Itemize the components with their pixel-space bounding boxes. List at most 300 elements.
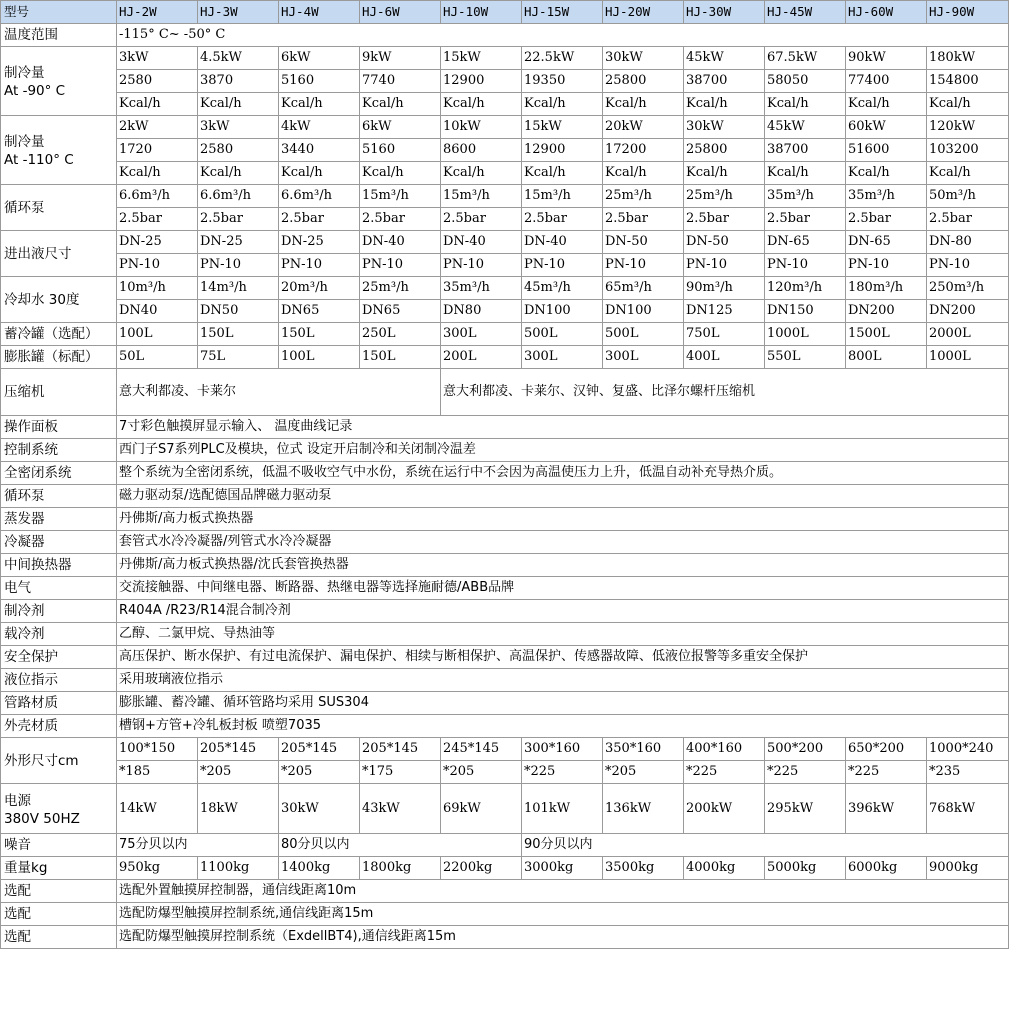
table-cell: 150L [360,346,441,369]
table-cell: 50m³/h [927,185,1009,208]
row-label: 控制系统 [1,439,117,462]
table-cell: 205*145 [279,738,360,761]
table-cell: 1400kg [279,857,360,880]
table-cell: 30kW [684,116,765,139]
table-cell: DN200 [846,300,927,323]
table-cell: 550L [765,346,846,369]
table-cell: 90m³/h [684,277,765,300]
spec-row [1,416,1009,439]
table-cell: *225 [846,761,927,784]
table-cell: 300L [441,323,522,346]
table-cell: Kcal/h [522,162,603,185]
power-label-title: 电源 [4,792,31,809]
table-cell: DN-50 [684,231,765,254]
table-cell: 2000L [927,323,1009,346]
table-cell: 25m³/h [360,277,441,300]
table-cell: 58050 [765,70,846,93]
spec-value: 丹佛斯/高力板式换热器/沈氏套管换热器 [117,554,1009,577]
spec-value: R404A /R23/R14混合制冷剂 [117,600,1009,623]
table-cell: 120m³/h [765,277,846,300]
table-cell: Kcal/h [927,93,1009,116]
table-cell: 10m³/h [117,277,198,300]
table-cell: 396kW [846,784,927,834]
table-cell: 800L [846,346,927,369]
table-cell: 950kg [117,857,198,880]
table-cell: *205 [603,761,684,784]
spec-row [1,623,1009,646]
table-cell: 4000kg [684,857,765,880]
option-row [1,926,1009,949]
table-cell: 7740 [360,70,441,93]
table-cell: 45kW [765,116,846,139]
table-cell: *175 [360,761,441,784]
table-cell: 2.5bar [846,208,927,231]
table-cell: 150L [198,323,279,346]
cool110-label [1,116,117,185]
option-value: 选配防爆型触摸屏控制系统（ExdellBT4),通信线距离15m [117,926,1009,949]
table-cell: DN150 [765,300,846,323]
table-cell: 18kW [198,784,279,834]
header-row [1,1,1009,24]
table-cell: Kcal/h [279,162,360,185]
table-cell: 6.6m³/h [198,185,279,208]
cool90-kcal-row [1,70,1009,93]
model-name: HJ-30W [684,1,765,24]
table-cell: 20m³/h [279,277,360,300]
table-cell: 103200 [927,139,1009,162]
noise-group: 75分贝以内 [117,834,279,857]
table-cell: 180m³/h [846,277,927,300]
model-name: HJ-20W [603,1,684,24]
table-cell: 25m³/h [684,185,765,208]
table-cell: 350*160 [603,738,684,761]
compressor-large: 意大利都凌、卡莱尔、汉钟、复盛、比泽尔螺杆压缩机 [441,369,1009,416]
row-label: 载冷剂 [1,623,117,646]
table-cell: 500L [522,323,603,346]
table-cell: 30kW [603,47,684,70]
spec-row [1,715,1009,738]
table-cell: 3000kg [522,857,603,880]
table-cell: 45m³/h [522,277,603,300]
table-cell: PN-10 [765,254,846,277]
table-cell: 5000kg [765,857,846,880]
model-name: HJ-2W [117,1,198,24]
option-row [1,903,1009,926]
row-label: 选配 [1,903,117,926]
cool90-kw-row [1,47,1009,70]
table-cell: PN-10 [198,254,279,277]
table-cell: 6kW [360,116,441,139]
table-cell: 205*145 [198,738,279,761]
table-cell: 12900 [522,139,603,162]
row-label: 蓄冷罐（选配） [1,323,117,346]
noise-group: 90分贝以内 [522,834,1009,857]
table-cell: Kcal/h [603,93,684,116]
table-cell: 3870 [198,70,279,93]
table-cell: DN-80 [927,231,1009,254]
table-cell: 2.5bar [603,208,684,231]
table-cell: Kcal/h [846,162,927,185]
table-cell: 20kW [603,116,684,139]
table-cell: 75L [198,346,279,369]
model-name: HJ-6W [360,1,441,24]
table-cell: DN-50 [603,231,684,254]
spec-value: 整个系统为全密闭系统，低温不吸收空气中水份，系统在运行中不会因为高温使压力上升，低温自动补充导热介质。 [117,462,1009,485]
table-cell: Kcal/h [360,93,441,116]
table-cell: 3500kg [603,857,684,880]
table-cell: 17200 [603,139,684,162]
table-cell: 6.6m³/h [279,185,360,208]
table-cell: 650*200 [846,738,927,761]
table-cell: 400L [684,346,765,369]
spec-value: 磁力驱动泵/选配德国品牌磁力驱动泵 [117,485,1009,508]
table-cell: PN-10 [117,254,198,277]
table-cell: Kcal/h [117,93,198,116]
cool110-kcal-row [1,139,1009,162]
table-cell: DN-40 [522,231,603,254]
table-cell: 205*145 [360,738,441,761]
table-cell: 2.5bar [198,208,279,231]
table-cell: 2.5bar [279,208,360,231]
table-cell: 2.5bar [927,208,1009,231]
table-cell: 51600 [846,139,927,162]
temp-range-value: -115° C~ -50° C [117,24,1009,47]
port-dn-row [1,231,1009,254]
table-cell: 100L [279,346,360,369]
cool90-label [1,47,117,116]
table-cell: 3kW [117,47,198,70]
row-label: 压缩机 [1,369,117,416]
table-cell: 43kW [360,784,441,834]
table-cell: 6.6m³/h [117,185,198,208]
table-cell: *235 [927,761,1009,784]
row-label: 全密闭系统 [1,462,117,485]
table-cell: 65m³/h [603,277,684,300]
cool90-label-title: 制冷量 [4,65,45,81]
row-label: 选配 [1,926,117,949]
cool110-label-temp: At -110° C [4,152,74,168]
water-dn-row [1,300,1009,323]
spec-value: 7寸彩色触摸屏显示输入、 温度曲线记录 [117,416,1009,439]
table-cell: 1500L [846,323,927,346]
table-cell: 120kW [927,116,1009,139]
table-cell: DN125 [684,300,765,323]
spec-value: 采用玻璃液位指示 [117,669,1009,692]
dimensions-row-1 [1,738,1009,761]
cool90-label-temp: At -90° C [4,83,66,99]
spec-row [1,646,1009,669]
row-label: 温度范围 [1,24,117,47]
spec-row [1,439,1009,462]
table-cell: 2kW [117,116,198,139]
table-cell: DN-65 [765,231,846,254]
table-cell: 69kW [441,784,522,834]
table-cell: Kcal/h [198,93,279,116]
table-cell: 3440 [279,139,360,162]
table-cell: 30kW [279,784,360,834]
table-cell: 14kW [117,784,198,834]
table-cell: 1000L [765,323,846,346]
row-label: 噪音 [1,834,117,857]
table-cell: 15kW [441,47,522,70]
table-cell: 9kW [360,47,441,70]
table-cell: 2.5bar [765,208,846,231]
table-cell: DN-40 [441,231,522,254]
table-cell: DN-65 [846,231,927,254]
table-cell: 500*200 [765,738,846,761]
model-name: HJ-10W [441,1,522,24]
table-cell: 154800 [927,70,1009,93]
table-cell: 10kW [441,116,522,139]
option-row [1,880,1009,903]
power-label-voltage: 380V 50HZ [4,810,80,827]
row-label: 蒸发器 [1,508,117,531]
spec-value: 丹佛斯/高力板式换热器 [117,508,1009,531]
table-cell: 15m³/h [441,185,522,208]
table-cell: 136kW [603,784,684,834]
table-cell: 100L [117,323,198,346]
cool110-kw-row [1,116,1009,139]
table-cell: 45kW [684,47,765,70]
table-cell: 19350 [522,70,603,93]
row-label: 膨胀罐（标配） [1,346,117,369]
table-cell: 250L [360,323,441,346]
table-cell: DN50 [198,300,279,323]
table-cell: 300*160 [522,738,603,761]
table-cell: 4.5kW [198,47,279,70]
compressor-small: 意大利都凌、卡莱尔 [117,369,441,416]
row-label: 制冷剂 [1,600,117,623]
table-cell: Kcal/h [441,93,522,116]
table-cell: 25m³/h [603,185,684,208]
table-cell: Kcal/h [684,93,765,116]
table-cell: 90kW [846,47,927,70]
spec-value: 套管式水冷冷凝器/列管式水冷冷凝器 [117,531,1009,554]
table-cell: 200L [441,346,522,369]
table-cell: 25800 [684,139,765,162]
table-cell: *205 [441,761,522,784]
row-label: 外壳材质 [1,715,117,738]
model-name: HJ-90W [927,1,1009,24]
table-cell: 1800kg [360,857,441,880]
model-name: HJ-60W [846,1,927,24]
cool90-unit-row [1,93,1009,116]
table-cell: Kcal/h [198,162,279,185]
table-cell: PN-10 [360,254,441,277]
model-name: HJ-15W [522,1,603,24]
table-cell: 6kW [279,47,360,70]
table-cell: PN-10 [684,254,765,277]
table-cell: 12900 [441,70,522,93]
noise-group: 80分贝以内 [279,834,522,857]
table-cell: Kcal/h [684,162,765,185]
row-label: 操作面板 [1,416,117,439]
table-cell: 1720 [117,139,198,162]
spec-row [1,600,1009,623]
spec-value: 膨胀罐、蓄冷罐、循环管路均采用 SUS304 [117,692,1009,715]
table-cell: *225 [765,761,846,784]
row-label: 选配 [1,880,117,903]
spec-row [1,485,1009,508]
table-cell: 15m³/h [522,185,603,208]
spec-value: 交流接触器、中间继电器、断路器、热继电器等选择施耐德/ABB品牌 [117,577,1009,600]
cool110-label-title: 制冷量 [4,134,45,150]
power-row [1,784,1009,834]
table-cell: PN-10 [522,254,603,277]
spec-row [1,669,1009,692]
spec-row [1,554,1009,577]
pump-label: 循环泵 [1,185,117,231]
table-cell: DN-25 [198,231,279,254]
table-cell: 300L [522,346,603,369]
table-cell: DN-25 [117,231,198,254]
table-cell: 2.5bar [684,208,765,231]
table-cell: *205 [198,761,279,784]
table-cell: *225 [522,761,603,784]
table-cell: 295kW [765,784,846,834]
table-cell: 768kW [927,784,1009,834]
table-cell: 60kW [846,116,927,139]
table-cell: 38700 [765,139,846,162]
table-cell: DN40 [117,300,198,323]
table-cell: 6000kg [846,857,927,880]
table-cell: Kcal/h [360,162,441,185]
noise-row [1,834,1009,857]
table-cell: Kcal/h [603,162,684,185]
port-label: 进出液尺寸 [1,231,117,277]
table-cell: 22.5kW [522,47,603,70]
table-cell: PN-10 [603,254,684,277]
row-label: 重量kg [1,857,117,880]
row-label: 管路材质 [1,692,117,715]
dimensions-row-2 [1,761,1009,784]
spec-value: 乙醇、二氯甲烷、导热油等 [117,623,1009,646]
cool110-unit-row [1,162,1009,185]
compressor-row [1,369,1009,416]
table-cell: DN-40 [360,231,441,254]
table-cell: 1100kg [198,857,279,880]
spec-value: 西门子S7系列PLC及模块，位式 设定开启制冷和关闭制冷温差 [117,439,1009,462]
table-cell: 8600 [441,139,522,162]
pump-flow-row [1,185,1009,208]
spec-row [1,462,1009,485]
table-cell: 67.5kW [765,47,846,70]
table-cell: 245*145 [441,738,522,761]
table-cell: 25800 [603,70,684,93]
table-cell: 150L [279,323,360,346]
storage-tank-row [1,323,1009,346]
table-cell: 15m³/h [360,185,441,208]
table-cell: 1000L [927,346,1009,369]
table-cell: 2580 [198,139,279,162]
table-cell: Kcal/h [765,162,846,185]
table-cell: 50L [117,346,198,369]
table-cell: PN-10 [927,254,1009,277]
table-cell: *205 [279,761,360,784]
table-cell: Kcal/h [846,93,927,116]
table-cell: *225 [684,761,765,784]
table-cell: Kcal/h [441,162,522,185]
model-label: 型号 [1,1,117,24]
table-cell: *185 [117,761,198,784]
table-cell: 750L [684,323,765,346]
expansion-tank-row [1,346,1009,369]
model-name: HJ-45W [765,1,846,24]
spec-row [1,577,1009,600]
table-cell: 14m³/h [198,277,279,300]
row-label: 电气 [1,577,117,600]
table-cell: PN-10 [441,254,522,277]
weight-row [1,857,1009,880]
table-cell: 1000*240 [927,738,1009,761]
table-cell: 5160 [360,139,441,162]
option-value: 选配外置触摸屏控制器，通信线距离10m [117,880,1009,903]
model-name: HJ-4W [279,1,360,24]
spec-value: 高压保护、断水保护、有过电流保护、漏电保护、相续与断相保护、高温保护、传感器故障、低液位报警等多重安全保护 [117,646,1009,669]
table-cell: DN65 [279,300,360,323]
table-cell: 5160 [279,70,360,93]
table-cell: 400*160 [684,738,765,761]
water-label: 冷却水 30度 [1,277,117,323]
table-cell: 101kW [522,784,603,834]
spec-value: 槽钢+方管+冷轧板封板 喷塑7035 [117,715,1009,738]
table-cell: Kcal/h [522,93,603,116]
spec-row [1,692,1009,715]
dimensions-label: 外形尺寸cm [1,738,117,784]
table-cell: DN-25 [279,231,360,254]
temp-range-row [1,24,1009,47]
table-cell: 38700 [684,70,765,93]
spec-row [1,508,1009,531]
table-cell: DN100 [603,300,684,323]
table-cell: DN200 [927,300,1009,323]
table-cell: 250m³/h [927,277,1009,300]
table-cell: Kcal/h [279,93,360,116]
table-cell: 9000kg [927,857,1009,880]
table-cell: DN65 [360,300,441,323]
table-cell: 35m³/h [441,277,522,300]
table-cell: 4kW [279,116,360,139]
table-cell: 15kW [522,116,603,139]
table-cell: PN-10 [279,254,360,277]
table-cell: 35m³/h [765,185,846,208]
table-cell: Kcal/h [765,93,846,116]
row-label: 循环泵 [1,485,117,508]
table-cell: 35m³/h [846,185,927,208]
power-label [1,784,117,834]
table-cell: 2.5bar [441,208,522,231]
port-pn-row [1,254,1009,277]
table-cell: 77400 [846,70,927,93]
option-value: 选配防爆型触摸屏控制系统,通信线距离15m [117,903,1009,926]
table-cell: 180kW [927,47,1009,70]
table-cell: Kcal/h [117,162,198,185]
table-cell: 2.5bar [360,208,441,231]
table-cell: 100*150 [117,738,198,761]
spec-row [1,531,1009,554]
table-cell: 3kW [198,116,279,139]
pump-pressure-row [1,208,1009,231]
table-cell: 500L [603,323,684,346]
table-cell: 2200kg [441,857,522,880]
table-cell: PN-10 [846,254,927,277]
row-label: 中间换热器 [1,554,117,577]
water-flow-row [1,277,1009,300]
table-cell: DN100 [522,300,603,323]
row-label: 冷凝器 [1,531,117,554]
table-cell: Kcal/h [927,162,1009,185]
model-name: HJ-3W [198,1,279,24]
